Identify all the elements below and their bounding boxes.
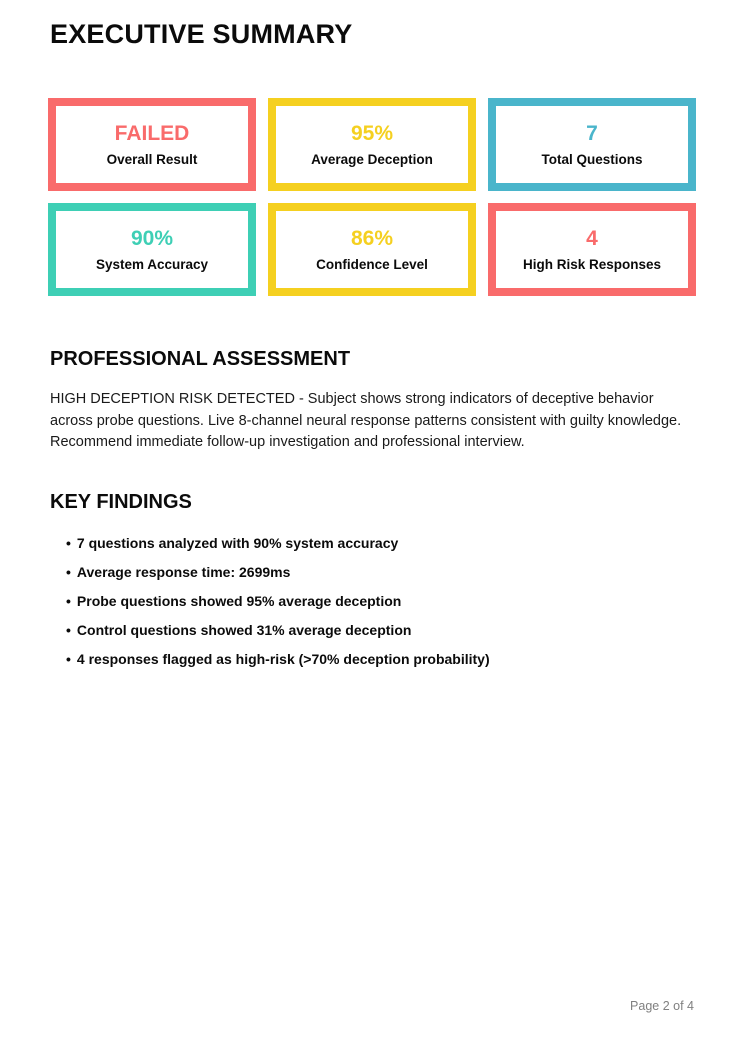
metric-value: 95%: [350, 121, 394, 145]
metric-label: Total Questions: [541, 151, 643, 167]
metric-card: [488, 98, 696, 191]
page-title: EXECUTIVE SUMMARY: [50, 19, 353, 49]
key-finding-item: [66, 594, 693, 609]
professional-assessment-body: HIGH DECEPTION RISK DETECTED - Subject shows strong indicators of deceptive behavior across probe questions. Live 8-channel neural response patterns consistent with guilty knowledge. Recommend immediate follow-up investigation and professional interview.: [50, 391, 682, 450]
key-finding-text: Average response time: 2699ms: [76, 563, 291, 580]
professional-assessment-heading: PROFESSIONAL ASSESSMENT: [50, 348, 351, 370]
key-finding-item: [66, 652, 693, 667]
metric-label: Confidence Level: [316, 256, 428, 272]
metric-card: [48, 203, 256, 296]
key-finding-text: Probe questions showed 95% average deception: [76, 592, 402, 609]
metric-label: Average Deception: [311, 151, 433, 167]
key-findings-heading: KEY FINDINGS: [50, 490, 192, 513]
key-finding-item: [66, 565, 693, 580]
metric-value: 7: [586, 121, 598, 145]
key-findings-list: [66, 536, 693, 667]
metric-card: [48, 98, 256, 191]
metric-label: High Risk Responses: [522, 256, 662, 272]
metric-value: 4: [586, 226, 598, 250]
key-finding-item: [66, 623, 693, 638]
metric-card: [488, 203, 696, 296]
metrics-grid: [48, 98, 696, 296]
key-finding-item: [66, 536, 693, 551]
page-number: Page 2 of 4: [630, 999, 694, 1013]
bullet-glyph: •: [66, 534, 71, 551]
metric-card: [268, 98, 476, 191]
metric-value: 86%: [350, 226, 394, 250]
bullet-glyph: •: [66, 592, 71, 609]
bullet-glyph: •: [66, 563, 71, 580]
metric-label: Overall Result: [106, 151, 198, 167]
bullet-glyph: •: [66, 621, 71, 638]
metric-value: 90%: [130, 226, 174, 250]
key-finding-text: 7 questions analyzed with 90% system accuracy: [76, 534, 399, 551]
key-finding-text: Control questions showed 31% average deception: [76, 621, 412, 638]
metric-label: System Accuracy: [95, 256, 209, 272]
metric-card: [268, 203, 476, 296]
metric-value: FAILED: [114, 121, 190, 145]
key-finding-text: 4 responses flagged as high-risk (>70% deception probability): [76, 650, 490, 667]
bullet-glyph: •: [66, 650, 71, 667]
